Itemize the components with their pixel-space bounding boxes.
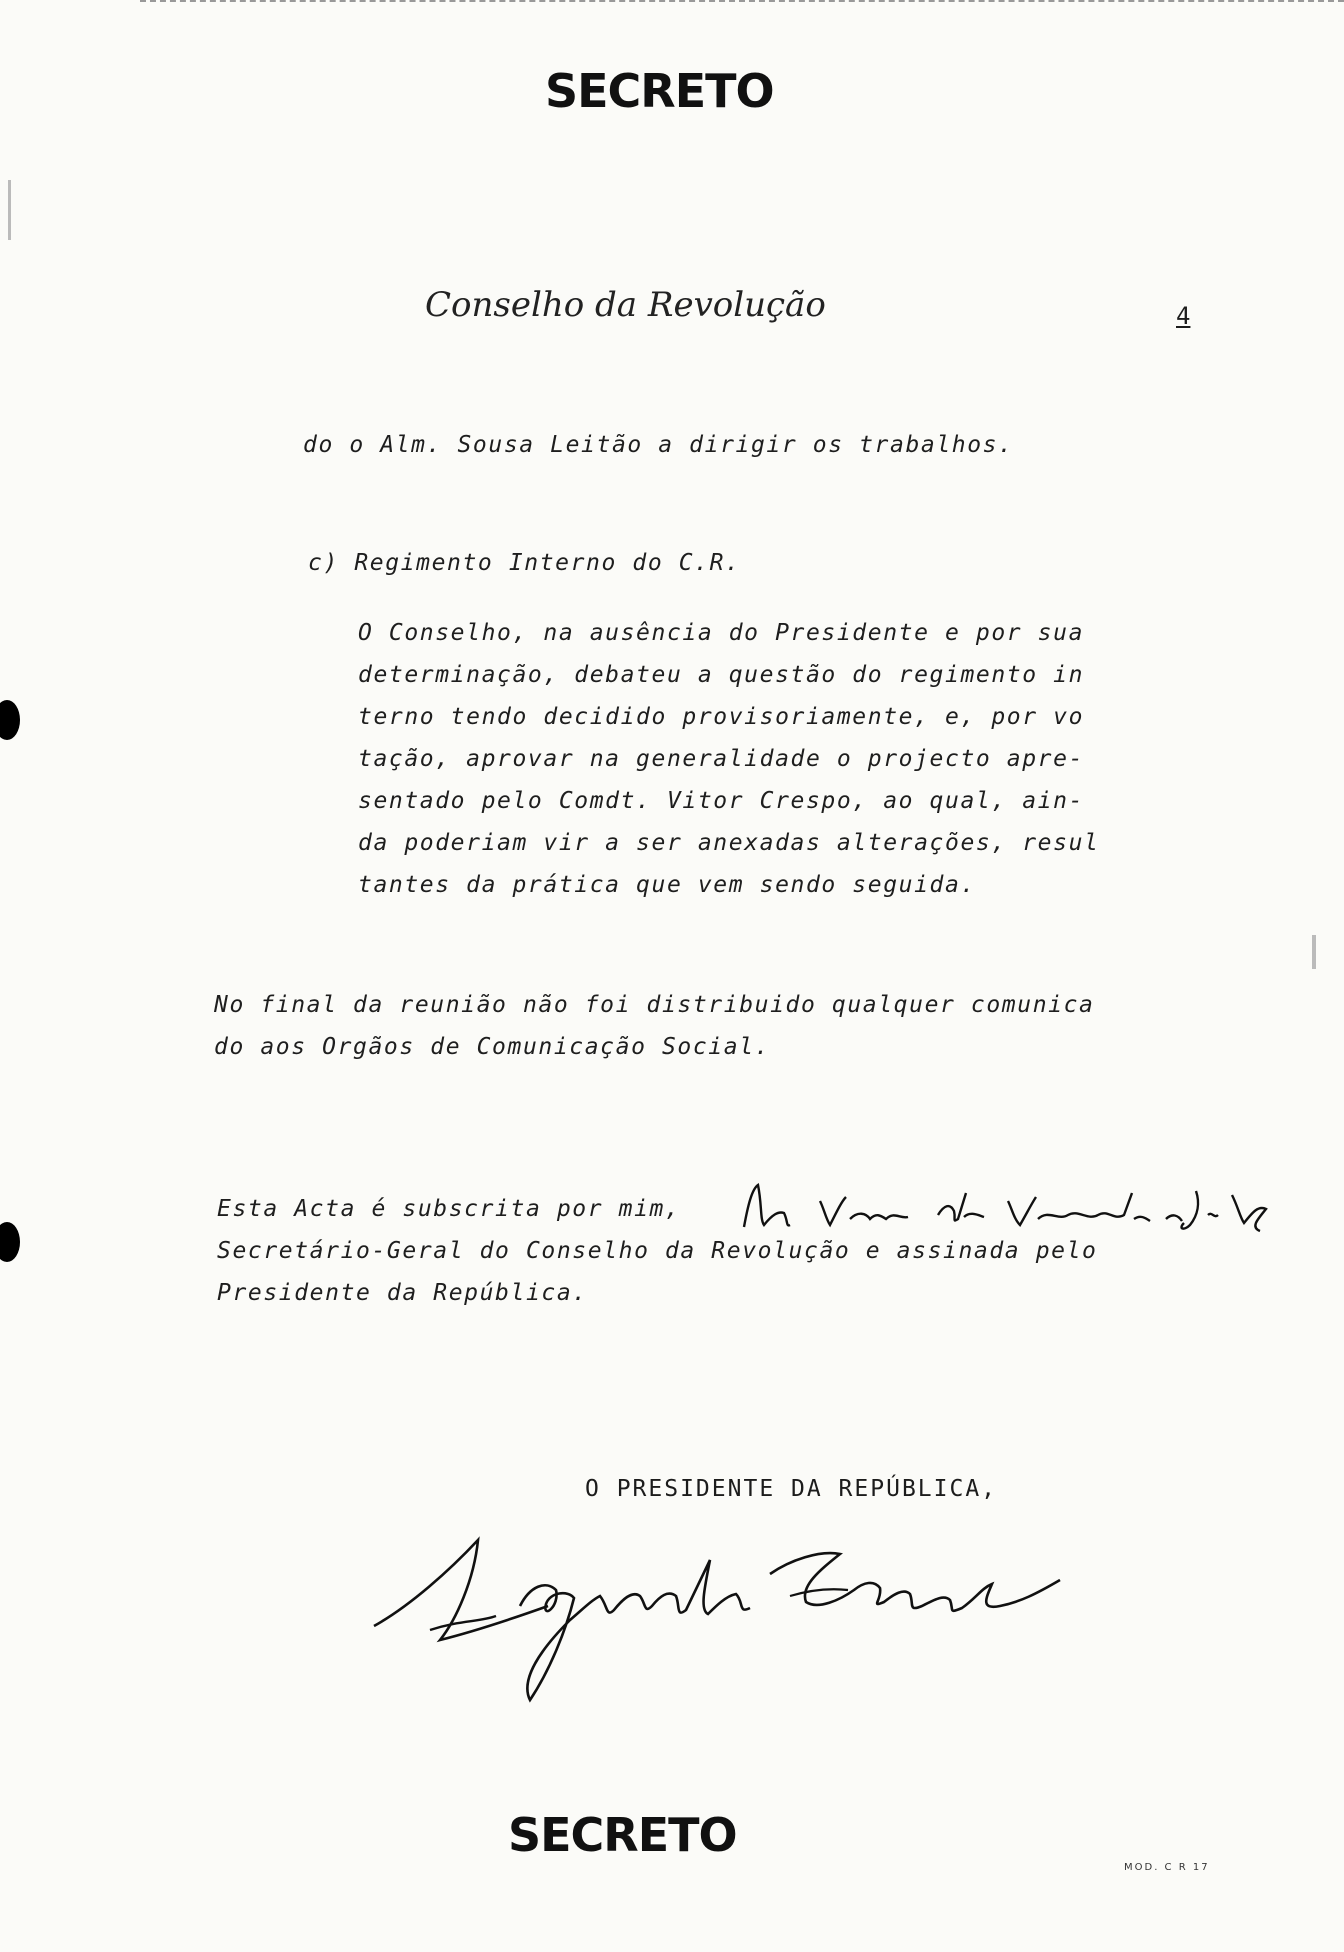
president-title: O PRESIDENTE DA REPÚBLICA, (585, 1476, 998, 1502)
paragraph-regimento: O Conselho, na ausência do Presidente e por sua determinação, debateu a questão do regimento in terno tendo decidido provisoriamente, e, por vo tação, aprovar na generalidade o projecto apre- sentado pelo Comdt. Vitor Crespo, ao qual, ain- da poderiam vir a ser anexadas alterações, resul tantes da prática que vem sendo seguida. (358, 620, 1100, 898)
classification-stamp-top: SECRETO (545, 64, 774, 118)
page-number: 4 (1176, 302, 1191, 330)
president-signature (370, 1510, 1140, 1710)
continuation-line: do o Alm. Sousa Leitão a dirigir os trabalhos. (303, 432, 1014, 458)
section-heading: c) Regimento Interno do C.R. (308, 550, 741, 576)
punch-hole (0, 1222, 20, 1262)
scan-speckle (8, 180, 11, 240)
punch-hole (0, 700, 20, 740)
scan-edge-line (140, 0, 1344, 6)
paragraph-acta: Esta Acta é subscrita por mim, Secretário-Geral do Conselho da Revolução e assinada pelo Presidente da República. (217, 1196, 1098, 1306)
form-code: MOD. C R 17 (1124, 1862, 1210, 1873)
scan-speckle (1312, 935, 1316, 969)
letterhead-title: Conselho da Revolução (425, 285, 826, 325)
paragraph-comunicado: No final da reunião não foi distribuido qualquer comunica do aos Orgãos de Comunicação Social. (214, 992, 1095, 1060)
classification-stamp-bottom: SECRETO (508, 1808, 737, 1862)
secretary-signature (738, 1175, 1278, 1245)
